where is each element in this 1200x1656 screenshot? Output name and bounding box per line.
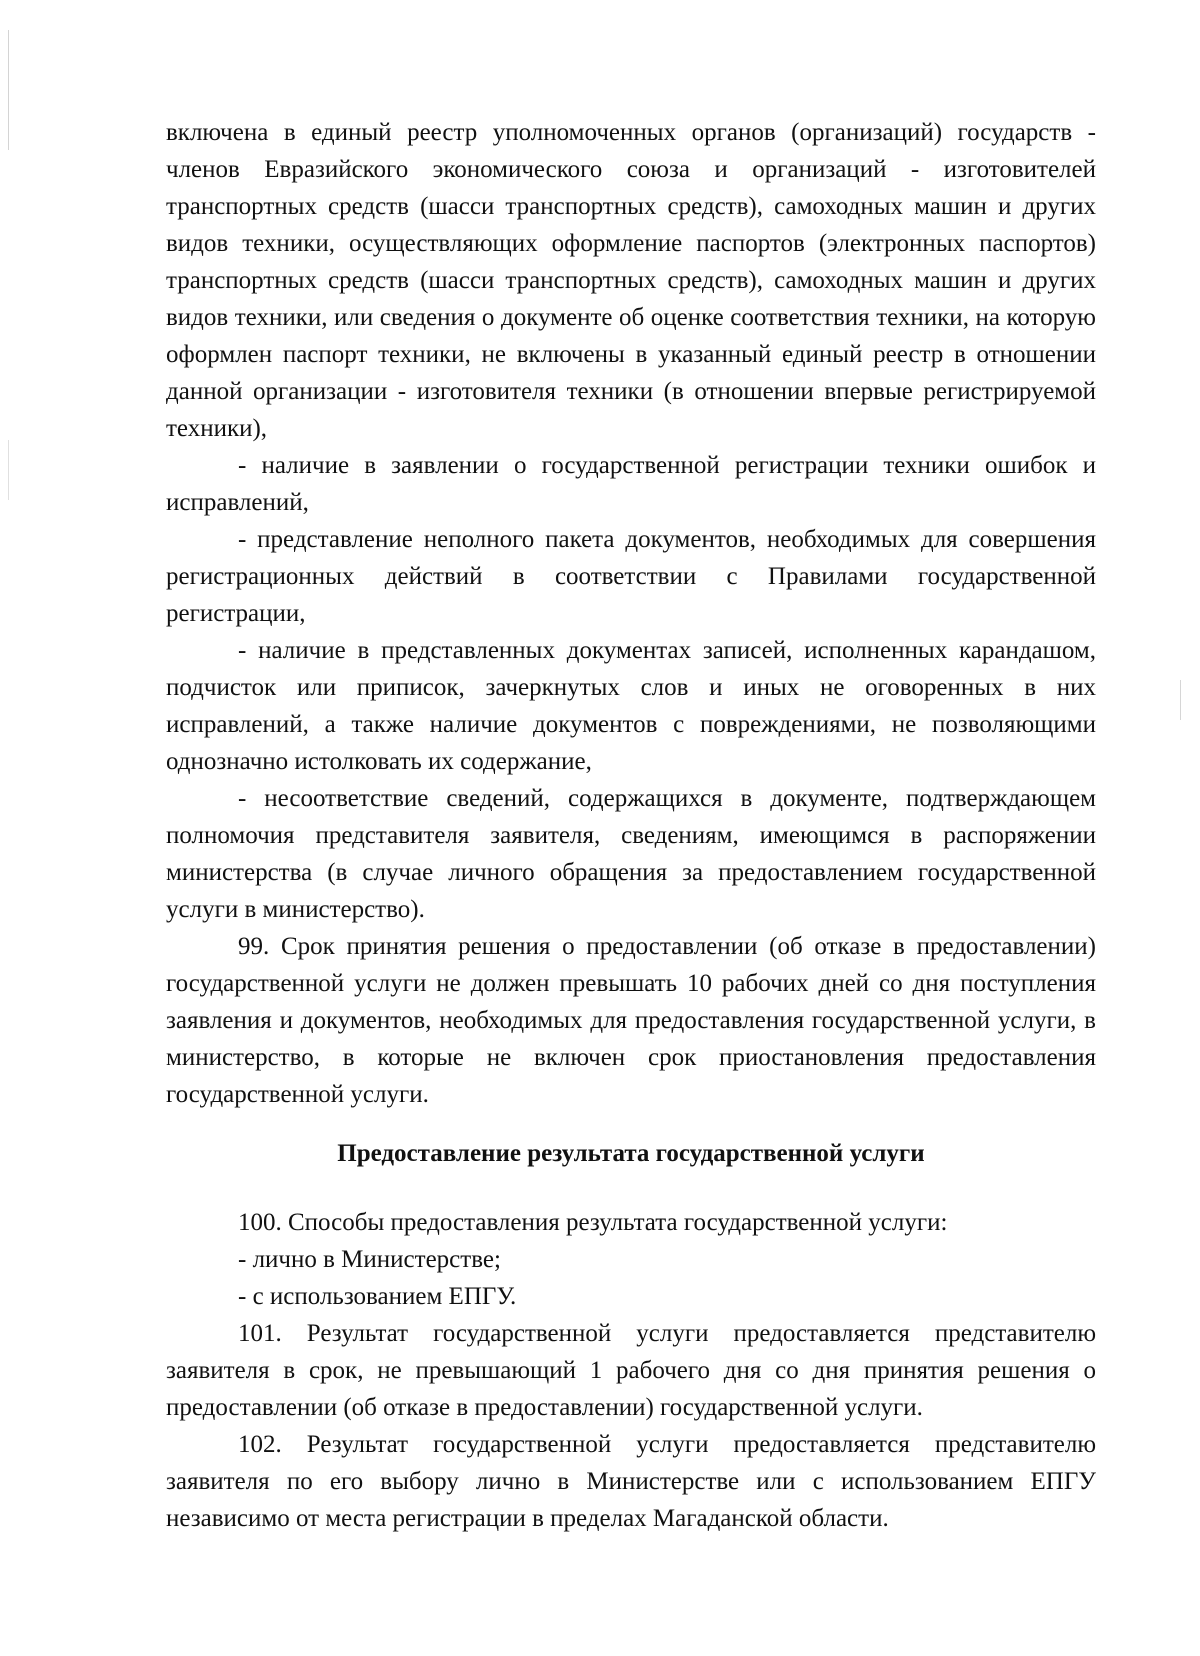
paragraph: - представление неполного пакета документов, необходимых для совершения регистрационных действий в соответствии с Правилами государственной регистрации, <box>166 526 1096 627</box>
paragraph: - наличие в заявлении о государственной регистрации техники ошибок и исправлений, <box>166 452 1096 516</box>
spacer <box>166 1113 1096 1135</box>
paragraph: 102. Результат государственной услуги предоставляется представителю заявителя по его выбору лично в Министерстве или с использованием ЕПГУ независимо от места регистрации в пределах Магаданской области. <box>166 1431 1096 1532</box>
section-heading: Предоставление результата государственной услуги <box>337 1140 925 1167</box>
paragraph: - несоответствие сведений, содержащихся в документе, подтверждающем полномочия представителя заявителя, сведениям, имеющимся в распоряжении министерства (в случае личного обращения за предоставлением государственной услуги в министерство). <box>166 785 1096 923</box>
scan-edge-mark <box>8 440 9 500</box>
scan-edge-mark <box>8 30 9 150</box>
paragraph: 99. Срок принятия решения о предоставлении (об отказе в предоставлении) государственной услуги не должен превышать 10 рабочих дней со дня поступления заявления и документов, необходимых для предоставления государственной услуги, в министерство, в которые не включен срок приостановления предоставления государственной услуги. <box>166 933 1096 1108</box>
paragraph: 100. Способы предоставления результата государственной услуги: <box>238 1209 948 1236</box>
document-body <box>166 114 1096 1537</box>
paragraph: - с использованием ЕПГУ. <box>238 1283 517 1310</box>
spacer <box>166 1172 1096 1204</box>
paragraph: - лично в Министерстве; <box>238 1246 501 1273</box>
paragraph: включена в единый реестр уполномоченных органов (организаций) государств - членов Евразийского экономического союза и организаций - изготовителей транспортных средств (шасси транспортных средств), самоходных машин и других видов техники, осуществляющих оформление паспортов (электронных паспортов) транспортных средств (шасси транспортных средств), самоходных машин и других видов техники, или сведения о документе об оценке соответствия техники, на которую оформлен паспорт техники, не включены в указанный единый реестр в отношении данной организации - изготовителя техники (в отношении впервые регистрируемой техники), <box>166 119 1096 442</box>
scan-edge-mark <box>1180 680 1181 720</box>
paragraph: 101. Результат государственной услуги предоставляется представителю заявителя в срок, не превышающий 1 рабочего дня со дня принятия решения о предоставлении (об отказе в предоставлении) государственной услуги. <box>166 1320 1096 1421</box>
paragraph: - наличие в представленных документах записей, исполненных карандашом, подчисток или приписок, зачеркнутых слов и иных не оговоренных в них исправлений, а также наличие документов с повреждениями, не позволяющими однозначно истолковать их содержание, <box>166 637 1096 775</box>
